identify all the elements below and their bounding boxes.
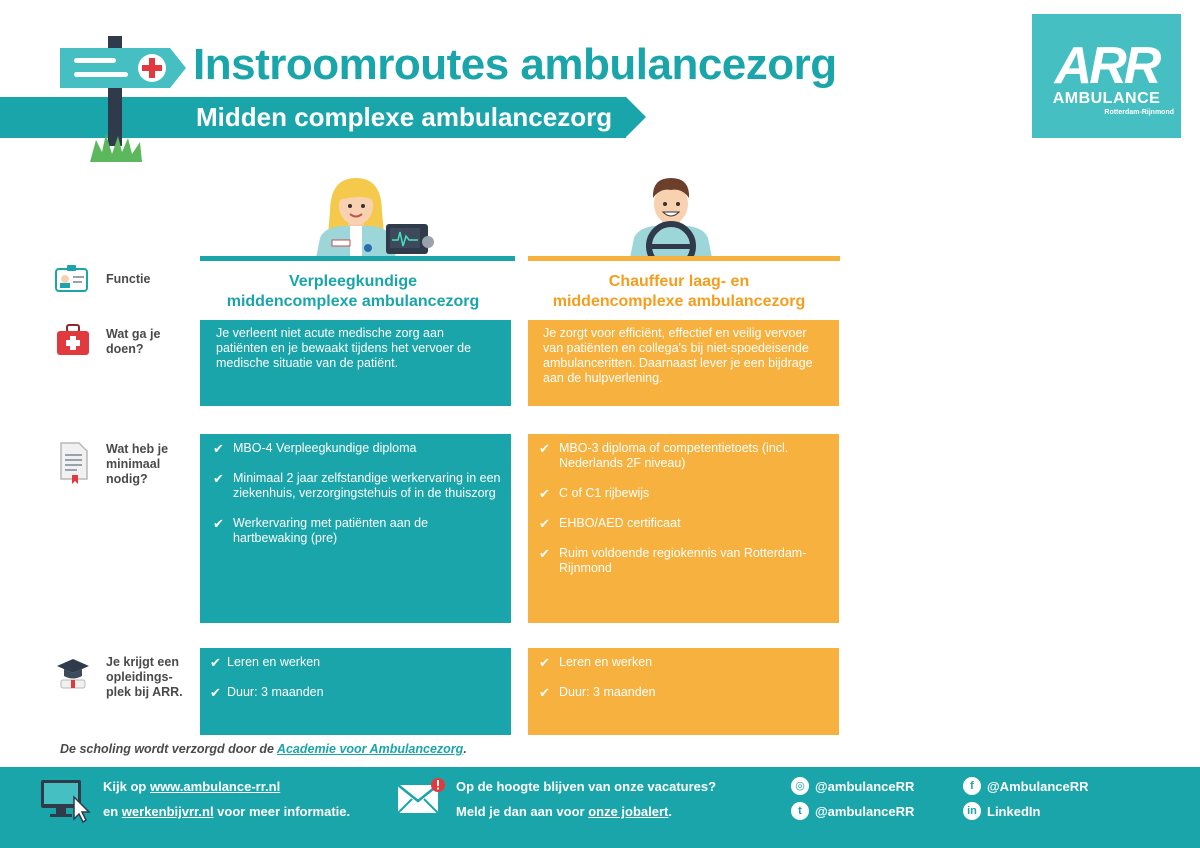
driver-title-line2: middencomplexe ambulancezorg <box>552 293 806 310</box>
nurse-nodig-item: ✔ MBO-4 Verpleegkundige diploma <box>213 441 417 456</box>
check-icon: ✔ <box>210 685 221 700</box>
check-icon: ✔ <box>213 516 224 531</box>
row-label-plek-line3: plek bij ARR. <box>106 685 183 699</box>
driver-nodig-item: ✔ MBO-3 diploma of competentietoets (incl. Nederlands 2F niveau) <box>539 441 789 470</box>
page-subtitle: Midden complexe ambulancezorg <box>196 102 613 132</box>
mail-alert-icon <box>396 777 448 817</box>
nurse-title-line1: Verpleegkundige <box>288 273 418 290</box>
computer-icon <box>40 779 92 823</box>
website-link[interactable]: www.ambulance-rr.nl <box>149 779 281 794</box>
driver-doen-text: Je zorgt voor efficiënt, effectief en veilig vervoer van patiënten en collega's bij niet-spoedeisende ambulanceritten. Daarnaast lever je een bijdrage aan de hulpverlening. <box>543 326 813 385</box>
footer-vacatures-line: Op de hoogte blijven van onze vacatures? <box>456 779 717 794</box>
logo-name: AMBULANCE <box>1052 90 1161 107</box>
linkedin-icon[interactable]: in <box>963 802 981 820</box>
row-label-nodig <box>106 442 168 487</box>
jobalert-link[interactable]: onze jobalert <box>588 804 669 819</box>
driver-plek-box <box>528 648 839 735</box>
document-icon <box>60 442 88 484</box>
werkenbij-link[interactable]: werkenbijvrr.nl <box>121 804 214 819</box>
nurse-column-bar <box>200 256 515 261</box>
page-title: Instroomroutes ambulancezorg <box>193 40 837 89</box>
driver-title-line1: Chauffeur laag- en <box>608 273 750 290</box>
row-label-doen <box>106 327 160 357</box>
driver-nodig-box <box>528 434 839 623</box>
driver-nodig-item: ✔ C of C1 rijbewijs <box>539 486 650 501</box>
driver-plek-item: ✔ Duur: 3 maanden <box>539 685 656 700</box>
check-icon: ✔ <box>539 441 550 456</box>
row-label-plek-line2: opleidings- <box>106 670 173 684</box>
driver-title <box>528 272 830 312</box>
arr-logo <box>1032 14 1181 138</box>
subtitle-ribbon-tip <box>626 97 646 137</box>
graduation-cap-icon <box>55 656 91 692</box>
row-label-nodig-line1: Wat heb je <box>106 442 169 456</box>
first-aid-kit-icon <box>56 324 90 356</box>
facebook-icon[interactable]: f <box>963 777 981 795</box>
row-label-plek-line1: Je krijgt een <box>106 655 179 669</box>
nurse-plek-box <box>200 648 511 735</box>
footer-werkenbij-line: en werkenbijvrr.nl voor meer informatie. <box>103 804 351 819</box>
instagram-handle[interactable]: @ambulanceRR <box>815 779 915 794</box>
row-label-doen-line2: doen? <box>106 342 144 356</box>
facebook-handle[interactable]: @AmbulanceRR <box>987 779 1089 794</box>
driver-nodig-item: ✔ Ruim voldoende regiokennis van Rotterdam-Rijnmond <box>539 546 807 575</box>
footnote: De scholing wordt verzorgd door de Academie voor Ambulancezorg. <box>60 742 467 756</box>
row-label-nodig-line2: minimaal <box>106 457 161 471</box>
driver-plek-item: ✔ Leren en werken <box>539 655 653 670</box>
footer-jobalert-line: Meld je dan aan voor onze jobalert. <box>456 804 673 819</box>
nurse-doen-box <box>200 320 511 406</box>
nurse-illustration <box>310 172 440 258</box>
row-label-doen-line1: Wat ga je <box>106 327 161 341</box>
check-icon: ✔ <box>539 546 550 561</box>
check-icon: ✔ <box>539 486 550 501</box>
row-label-nodig-line3: nodig? <box>106 472 148 486</box>
check-icon: ✔ <box>210 655 221 670</box>
id-card-icon <box>55 264 89 294</box>
nurse-nodig-item: ✔ Minimaal 2 jaar zelfstandige werkervaring in een ziekenhuis, verzorgingstehuis of in de thuiszorg <box>213 471 501 500</box>
nurse-nodig-item: ✔ Werkervaring met patiënten aan de hartbewaking (pre) <box>213 516 429 545</box>
logo-sub: Rotterdam-Rijnmond <box>1104 109 1174 116</box>
row-label-functie: Functie <box>106 272 151 286</box>
nurse-title <box>200 272 506 312</box>
nurse-plek-item: ✔ Leren en werken <box>210 655 321 670</box>
check-icon: ✔ <box>539 655 550 670</box>
nurse-plek-item: ✔ Duur: 3 maanden <box>210 685 324 700</box>
twitter-icon[interactable]: t <box>791 802 809 820</box>
signpost-icon <box>60 36 190 164</box>
check-icon: ✔ <box>213 471 224 486</box>
driver-illustration <box>626 174 716 258</box>
check-icon: ✔ <box>539 516 550 531</box>
driver-nodig-item: ✔ EHBO/AED certificaat <box>539 516 681 531</box>
footer-website-line: Kijk op www.ambulance-rr.nl <box>103 779 281 794</box>
academie-link[interactable]: Academie voor Ambulancezorg <box>276 742 464 756</box>
nurse-doen-text: Je verleent niet acute medische zorg aan patiënten en je bewaakt tijdens het vervoer de medische situatie van de patiënt. <box>216 326 472 370</box>
twitter-handle[interactable]: @ambulanceRR <box>815 804 915 819</box>
nurse-title-line2: middencomplexe ambulancezorg <box>226 293 480 310</box>
row-label-plek <box>106 655 183 700</box>
instagram-icon[interactable]: ◎ <box>791 777 809 795</box>
linkedin-link[interactable]: LinkedIn <box>987 804 1041 819</box>
logo-text: ARR <box>1054 37 1159 95</box>
check-icon: ✔ <box>539 685 550 700</box>
nurse-nodig-box <box>200 434 511 623</box>
driver-column-bar <box>528 256 840 261</box>
check-icon: ✔ <box>213 441 224 456</box>
footer <box>0 767 1200 848</box>
driver-doen-box <box>528 320 839 406</box>
